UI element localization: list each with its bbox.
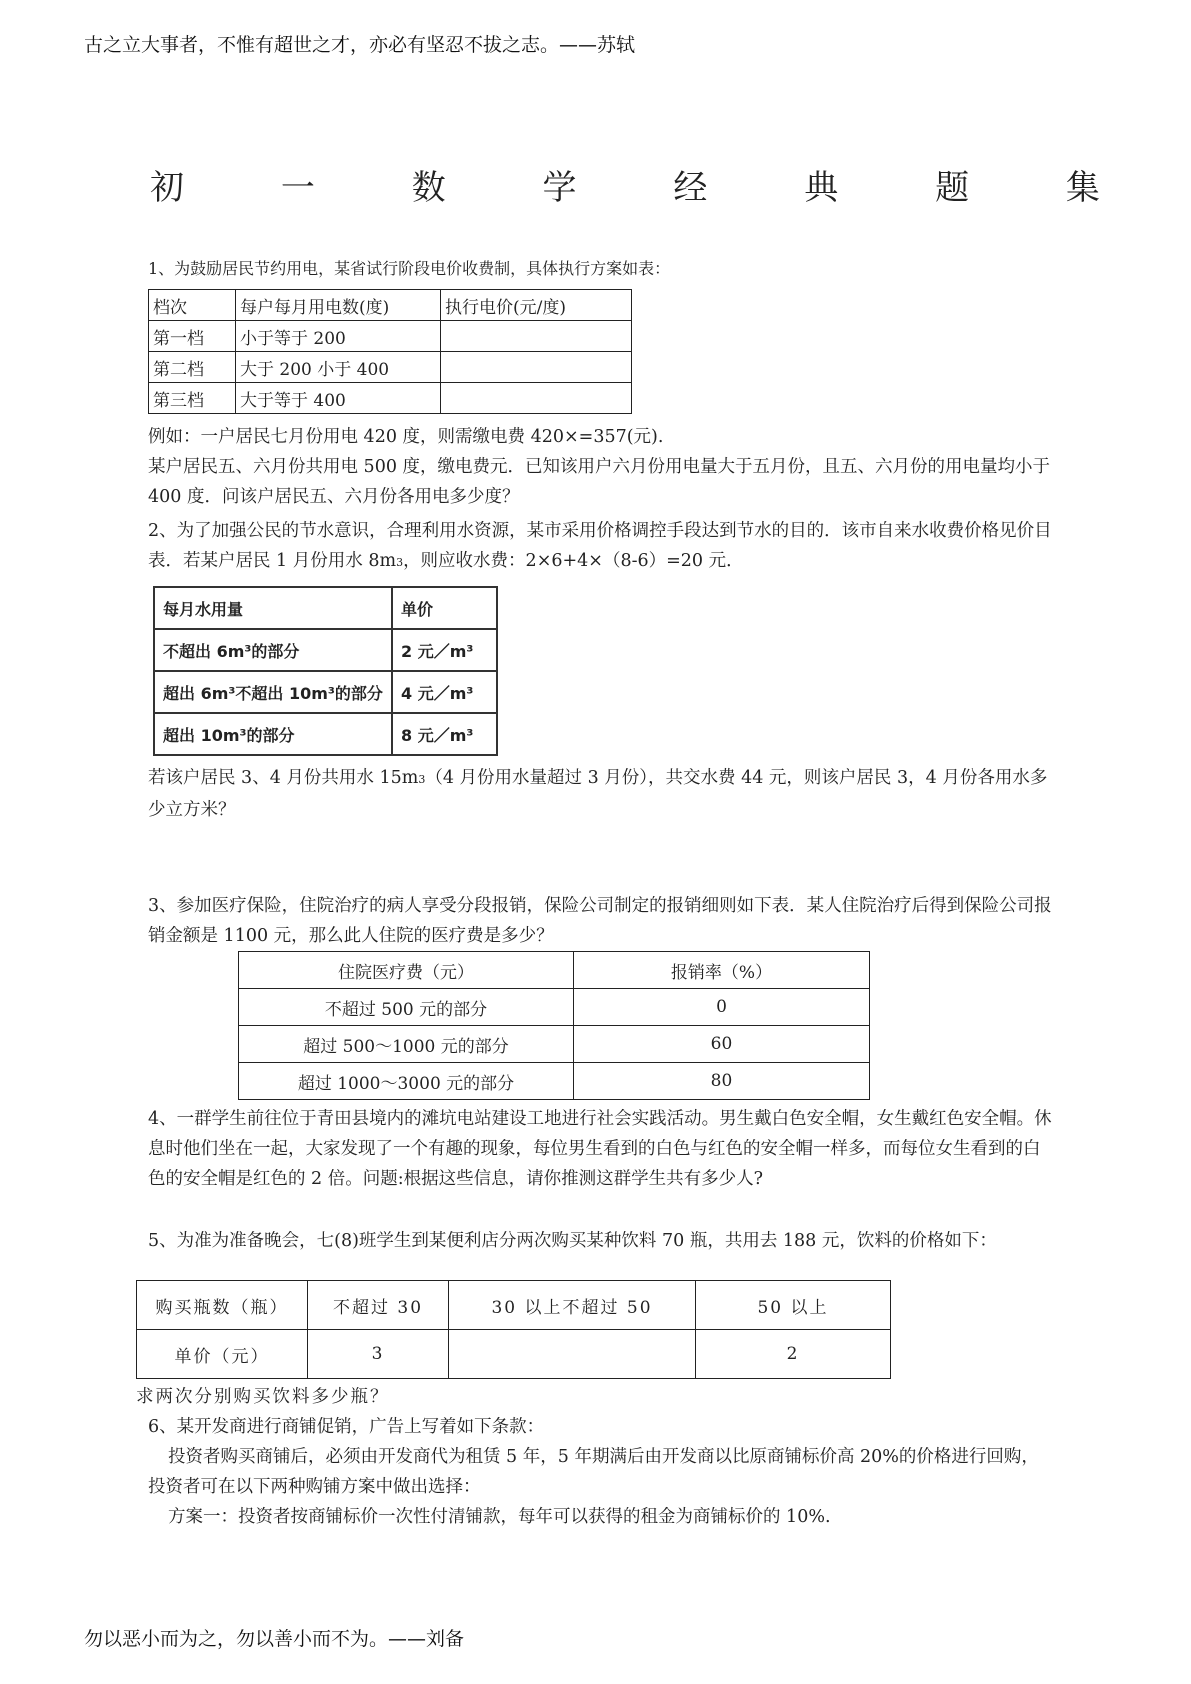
table-cell: 50 以上 [696,1281,891,1330]
table-header: 单价（元） [137,1330,308,1379]
table-header: 购买瓶数（瓶） [137,1281,308,1330]
q1-intro: 1、为鼓励居民节约用电，某省试行阶段电价收费制，具体执行方案如表： [148,259,671,278]
table-cell: 大于 200 小于 400 [236,352,441,383]
table-cell: 4 元／m³ [392,671,497,713]
table-header: 档次 [149,290,236,321]
q2-intro-text: ，则应收水费：2×6+4×（8-6）=20 元． [403,551,744,571]
table-cell: 超出 10m³的部分 [154,713,392,755]
table-cell: 超过 1000～3000 元的部分 [239,1063,574,1100]
table-cell: 不超出 6m³的部分 [154,629,392,671]
table-header: 住院医疗费（元） [239,952,574,989]
table-row [149,383,632,414]
table-header: 单价 [392,587,497,629]
title-char: 典 [804,168,839,208]
table-cell: 第三档 [149,383,236,414]
q1-example: 例如：一户居民七月份用电 420 度，则需缴电费 420×=357(元). [148,427,664,447]
table-cell: 超过 500～1000 元的部分 [239,1026,574,1063]
title-char: 集 [1065,168,1100,208]
title-char: 一 [280,168,315,208]
q6-option-one: 方案一：投资者按商铺标价一次性付清铺款，每年可以获得的租金为商铺标价的 10%. [168,1507,831,1527]
q5-question: 求两次分别购买饮料多少瓶？ [136,1387,390,1407]
q1-table [148,289,632,414]
q2-intro [148,516,1053,578]
table-row [137,1281,891,1330]
table-cell: 3 [308,1330,449,1379]
q3-table [238,951,870,1100]
q2-question [148,763,1053,825]
q3-intro: 3、参加医疗保险，住院治疗的病人享受分段报销，保险公司制定的报销细则如下表．某人住院治疗后得到保险公司报销金额是 1100 元，那么此人住院的医疗费是多少？ [148,896,1052,946]
table-row [149,290,632,321]
superscript: 3 [418,773,426,786]
table-cell: 2 元／m³ [392,629,497,671]
table-row [239,1026,870,1063]
table-cell: 8 元／m³ [392,713,497,755]
table-row [239,952,870,989]
table-row [154,671,497,713]
title-char: 题 [935,168,970,208]
table-header: 执行电价(元/度) [441,290,632,321]
table-cell: 超出 6m³不超出 10m³的部分 [154,671,392,713]
title-char: 学 [542,168,577,208]
table-cell: 大于等于 400 [236,383,441,414]
table-row [239,989,870,1026]
header-quote: 古之立大事者，不惟有超世之才，亦必有坚忍不拔之志。——苏轼 [84,34,636,56]
table-row [154,629,497,671]
q4-text: 4、一群学生前往位于青田县境内的滩坑电站建设工地进行社会实践活动。男生戴白色安全帽，女生戴红色安全帽。休息时他们坐在一起，大家发现了一个有趣的现象，每位男生看到的白色与红色的安全帽一样多，而每位女生看到的白色的安全帽是红色的 2 倍。问题:根据这些信息，请你推测这群学生共有多少人? [148,1109,1052,1189]
table-cell: 第一档 [149,321,236,352]
q2-intro-text: 2、为了加强公民的节水意识，合理利用水资源，某市采用价格调控手段达到节水的目的．该市自来水收费价格见价目表．若某户居民 1 月份用水 8m [148,521,1052,571]
table-cell [449,1330,696,1379]
table-row [137,1330,891,1379]
table-row [154,713,497,755]
title-char: 经 [673,168,708,208]
table-row [154,587,497,629]
q2-question-text: 若该户居民 3、4 月份共用水 15m [148,768,419,788]
q1-question: 某户居民五、六月份共用电 500 度，缴电费元．已知该用户六月份用电量大于五月份，且五、六月份的用电量均小于 400 度．问该户居民五、六月份各用电多少度？ [148,457,1051,507]
table-row [149,321,632,352]
table-cell: 0 [574,989,870,1026]
table-row [149,352,632,383]
table-cell: 小于等于 200 [236,321,441,352]
table-cell [441,383,632,414]
table-cell: 2 [696,1330,891,1379]
q6-intro: 6、某开发商进行商铺促销，广告上写着如下条款： [148,1417,545,1437]
q5-intro: 5、为准为准备晚会，七(8)班学生到某便利店分两次购买某种饮料 70 瓶，共用去 188 元，饮料的价格如下： [148,1231,997,1251]
superscript: 3 [396,556,404,569]
q6-paragraph: 投资者购买商铺后，必须由开发商代为租赁 5 年，5 年期满后由开发商以比原商铺标价高 20%的价格进行回购，投资者可在以下两种购铺方案中做出选择： [148,1447,1039,1497]
table-header: 每月水用量 [154,587,392,629]
q5-table [136,1280,891,1379]
title-char: 初 [150,168,184,208]
table-cell [441,352,632,383]
table-row [239,1063,870,1100]
table-cell: 第二档 [149,352,236,383]
footer-quote: 勿以恶小而为之，勿以善小而不为。——刘备 [84,1628,465,1650]
table-cell: 60 [574,1026,870,1063]
page-title [150,160,1100,209]
table-header: 每户每月用电数(度) [236,290,441,321]
q2-table [153,586,498,756]
table-cell [441,321,632,352]
table-cell: 不超过 500 元的部分 [239,989,574,1026]
title-char: 数 [411,168,446,208]
table-cell: 30 以上不超过 50 [449,1281,696,1330]
table-cell: 不超过 30 [308,1281,449,1330]
table-header: 报销率（%） [574,952,870,989]
table-cell: 80 [574,1063,870,1100]
q2-question-text: （4 月份用水量超过 3 月份），共交水费 44 元，则该户居民 3，4 月份各用水多少立方米？ [148,768,1048,820]
